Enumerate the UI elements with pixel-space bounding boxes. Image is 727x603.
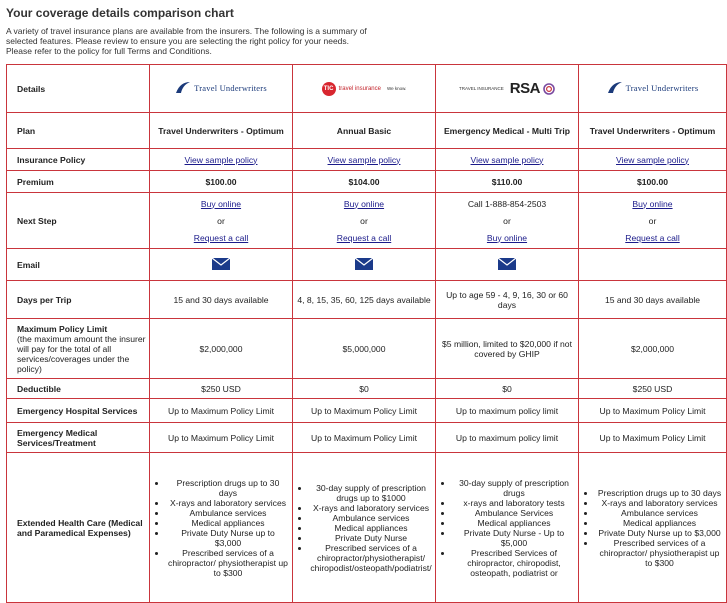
next-step-cell bbox=[579, 193, 727, 249]
premium-row bbox=[7, 171, 727, 193]
list-item: • 30-day supply of prescription drugs bbox=[453, 478, 575, 498]
call-number-text: Call 1-888-854-2503 bbox=[467, 198, 547, 209]
next-step-cell bbox=[436, 193, 579, 249]
list-item: • Prescription drugs up to 30 days bbox=[167, 478, 289, 498]
intro-text bbox=[6, 26, 386, 56]
days-value: 4, 8, 15, 35, 60, 125 days available bbox=[293, 281, 436, 319]
emergency-medical-value: Up to Maximum Policy Limit bbox=[579, 423, 727, 453]
max-limit-value: $2,000,000 bbox=[579, 319, 727, 379]
premium-label: Premium bbox=[7, 171, 150, 193]
email-cell bbox=[579, 249, 727, 281]
comparison-table bbox=[6, 64, 727, 603]
plan-name: Emergency Medical - Multi Trip bbox=[436, 113, 579, 149]
deductible-value: $0 bbox=[293, 379, 436, 399]
list-item: • Prescribed services of a chiropractor/ physiotherapist up to $300 bbox=[596, 538, 723, 568]
view-sample-policy-link[interactable]: View sample policy bbox=[184, 154, 258, 165]
deductible-value: $250 USD bbox=[579, 379, 727, 399]
list-item: • x-rays and laboratory tests bbox=[453, 498, 575, 508]
extended-health-label: Extended Health Care (Medical and Paramedical Expenses) bbox=[7, 453, 150, 603]
view-sample-policy-link[interactable]: View sample policy bbox=[470, 154, 544, 165]
logo-text: Travel Underwriters bbox=[194, 82, 267, 93]
wing-icon bbox=[607, 81, 623, 95]
emergency-medical-value: Up to Maximum Policy Limit bbox=[293, 423, 436, 453]
insurer-logo-tic bbox=[293, 65, 436, 113]
buy-online-link[interactable]: Buy online bbox=[343, 198, 385, 209]
list-item: • Medical appliances bbox=[453, 518, 575, 528]
policy-cell bbox=[579, 149, 727, 171]
email-cell bbox=[293, 249, 436, 281]
page-title: Your coverage details comparison chart bbox=[6, 6, 234, 20]
insurer-logo-rsa bbox=[436, 65, 579, 113]
max-limit-row bbox=[7, 319, 727, 379]
buy-online-link[interactable]: Buy online bbox=[632, 198, 673, 209]
request-call-link[interactable]: Request a call bbox=[336, 232, 392, 243]
tic-mark-icon: TIC bbox=[322, 82, 336, 96]
list-item: • Private Duty Nurse up to $3,000 bbox=[596, 528, 723, 538]
emergency-hospital-label: Emergency Hospital Services bbox=[7, 399, 150, 423]
list-item: • Prescribed services of a chiropractor/physiotherapist/ chiropodist/osteopath/podiatrist/ bbox=[310, 543, 432, 573]
premium-value: $100.00 bbox=[579, 171, 727, 193]
email-label: Email bbox=[7, 249, 150, 281]
or-text: or bbox=[360, 215, 368, 226]
coverage-list bbox=[439, 478, 575, 578]
next-step-label: Next Step bbox=[7, 193, 150, 249]
intro-line: Please refer to the policy for full Terms and Conditions. bbox=[6, 46, 212, 56]
list-item: • X-rays and laboratory services bbox=[596, 498, 723, 508]
email-cell bbox=[436, 249, 579, 281]
plan-label: Plan bbox=[7, 113, 150, 149]
view-sample-policy-link[interactable]: View sample policy bbox=[616, 154, 689, 165]
days-value: Up to age 59 - 4, 9, 16, 30 or 60 days bbox=[436, 281, 579, 319]
logo-text: travel insurance bbox=[338, 85, 381, 92]
max-limit-value: $5 million, limited to $20,000 if not covered by GHIP bbox=[436, 319, 579, 379]
emergency-hospital-value: Up to Maximum Policy Limit bbox=[579, 399, 727, 423]
policy-cell bbox=[150, 149, 293, 171]
policy-cell bbox=[293, 149, 436, 171]
or-text: or bbox=[217, 215, 225, 226]
logo-tagline: TRAVEL INSURANCE bbox=[459, 85, 504, 91]
plan-row bbox=[7, 113, 727, 149]
max-limit-value: $5,000,000 bbox=[293, 319, 436, 379]
deductible-value: $0 bbox=[436, 379, 579, 399]
plan-name: Travel Underwriters - Optimum bbox=[579, 113, 727, 149]
list-item: • Medical appliances bbox=[596, 518, 723, 528]
plan-name: Travel Underwriters - Optimum bbox=[150, 113, 293, 149]
list-item: • Prescribed services of a chiropractor/ physiotherapist up to $300 bbox=[167, 548, 289, 578]
policy-row bbox=[7, 149, 727, 171]
coverage-list bbox=[582, 488, 723, 568]
list-item: • 30-day supply of prescription drugs up to $1000 bbox=[310, 483, 432, 503]
list-item: • Medical appliances bbox=[310, 523, 432, 533]
envelope-icon[interactable] bbox=[355, 258, 373, 270]
emergency-hospital-row bbox=[7, 399, 727, 423]
logo-text: RSA bbox=[509, 79, 540, 97]
days-value: 15 and 30 days available bbox=[579, 281, 727, 319]
email-cell bbox=[150, 249, 293, 281]
extended-health-cell bbox=[436, 453, 579, 603]
deductible-value: $250 USD bbox=[150, 379, 293, 399]
list-item: • Ambulance services bbox=[596, 508, 723, 518]
insurer-logo-travel-underwriters bbox=[150, 65, 293, 113]
extended-health-cell bbox=[150, 453, 293, 603]
list-item: • Ambulance services bbox=[167, 508, 289, 518]
max-limit-label bbox=[7, 319, 150, 379]
list-item: • Private Duty Nurse up to $3,000 bbox=[167, 528, 289, 548]
intro-line: selected features. Please review to ensure you are selecting the right policy for your needs. bbox=[6, 36, 350, 46]
deductible-row bbox=[7, 379, 727, 399]
insurer-logo-travel-underwriters bbox=[579, 65, 727, 113]
list-item: • X-rays and laboratory services bbox=[310, 503, 432, 513]
policy-label: Insurance Policy bbox=[7, 149, 150, 171]
next-step-row bbox=[7, 193, 727, 249]
list-item: • X-rays and laboratory services bbox=[167, 498, 289, 508]
list-item: • Private Duty Nurse - Up to $5,000 bbox=[453, 528, 575, 548]
or-text: or bbox=[503, 215, 511, 226]
rsa-swirl-icon bbox=[543, 82, 555, 96]
next-step-cell bbox=[150, 193, 293, 249]
days-label: Days per Trip bbox=[7, 281, 150, 319]
premium-value: $100.00 bbox=[150, 171, 293, 193]
details-row bbox=[7, 65, 727, 113]
premium-value: $104.00 bbox=[293, 171, 436, 193]
emergency-hospital-value: Up to Maximum Policy Limit bbox=[150, 399, 293, 423]
list-item: • Medical appliances bbox=[167, 518, 289, 528]
buy-online-link[interactable]: Buy online bbox=[200, 198, 242, 209]
premium-value: $110.00 bbox=[436, 171, 579, 193]
list-item: • Private Duty Nurse bbox=[310, 533, 432, 543]
email-row bbox=[7, 249, 727, 281]
policy-cell bbox=[436, 149, 579, 171]
emergency-hospital-value: Up to maximum policy limit bbox=[436, 399, 579, 423]
max-limit-title: Maximum Policy Limit bbox=[17, 323, 108, 334]
emergency-medical-label: Emergency Medical Services/Treatment bbox=[7, 423, 150, 453]
intro-line: A variety of travel insurance plans are available from the insurers. The following is a summary of bbox=[6, 26, 367, 36]
wing-icon bbox=[175, 81, 191, 95]
logo-text: Travel Underwriters bbox=[625, 82, 699, 93]
request-call-link[interactable]: Request a call bbox=[193, 232, 249, 243]
request-call-link[interactable]: Request a call bbox=[625, 232, 680, 243]
emergency-medical-value: Up to maximum policy limit bbox=[436, 423, 579, 453]
list-item: • Prescribed Services of chiropractor, chiropodist, osteopath, podiatrist or bbox=[453, 548, 575, 578]
next-step-cell bbox=[293, 193, 436, 249]
emergency-medical-value: Up to Maximum Policy Limit bbox=[150, 423, 293, 453]
max-limit-value: $2,000,000 bbox=[150, 319, 293, 379]
logo-tagline: We know. bbox=[386, 85, 407, 91]
list-item: • Ambulance services bbox=[310, 513, 432, 523]
view-sample-policy-link[interactable]: View sample policy bbox=[327, 154, 401, 165]
deductible-label: Deductible bbox=[7, 379, 150, 399]
extended-health-row bbox=[7, 453, 727, 603]
coverage-list bbox=[153, 478, 289, 578]
list-item: • Ambulance Services bbox=[453, 508, 575, 518]
buy-online-link[interactable]: Buy online bbox=[486, 232, 528, 243]
list-item: • Prescription drugs up to 30 days bbox=[596, 488, 723, 498]
days-value: 15 and 30 days available bbox=[150, 281, 293, 319]
plan-name: Annual Basic bbox=[293, 113, 436, 149]
extended-health-cell bbox=[579, 453, 727, 603]
or-text: or bbox=[648, 215, 657, 226]
envelope-icon[interactable] bbox=[498, 258, 516, 270]
emergency-medical-row bbox=[7, 423, 727, 453]
coverage-list bbox=[296, 483, 432, 573]
emergency-hospital-value: Up to Maximum Policy Limit bbox=[293, 399, 436, 423]
envelope-icon[interactable] bbox=[212, 258, 230, 270]
details-label: Details bbox=[7, 65, 150, 113]
days-row bbox=[7, 281, 727, 319]
extended-health-cell bbox=[293, 453, 436, 603]
max-limit-subtitle: (the maximum amount the insurer will pay for the total of all services/coverages under the policy) bbox=[17, 333, 146, 374]
